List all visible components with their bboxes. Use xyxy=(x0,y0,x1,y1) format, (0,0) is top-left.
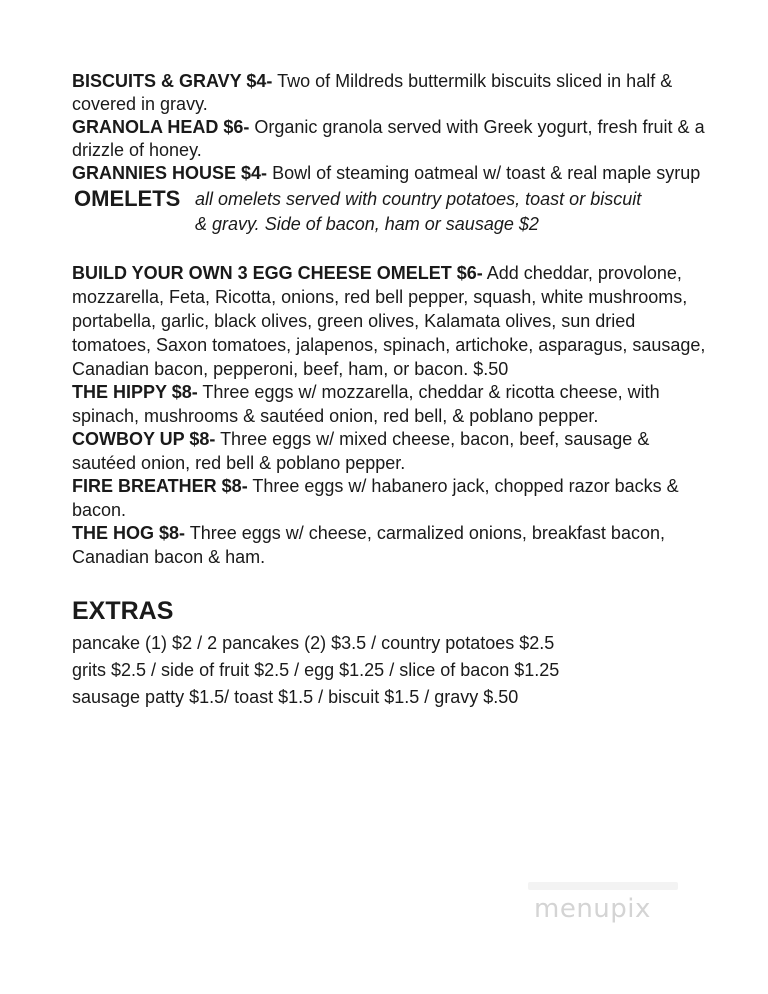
omelets-items xyxy=(72,261,712,569)
menu-item-biscuits-gravy xyxy=(72,70,712,116)
extras-line: sausage patty $1.5/ toast $1.5 / biscuit $1.5 / gravy $.50 xyxy=(72,687,519,707)
omelets-note xyxy=(195,186,641,237)
menu-item-the-hippy xyxy=(72,380,712,428)
menu-item-the-hog xyxy=(72,521,712,569)
omelets-note-line-2: & gravy. Side of bacon, ham or sausage $2 xyxy=(195,214,539,234)
omelets-note-line-1: all omelets served with country potatoes, toast or biscuit xyxy=(195,189,642,209)
menu-item-name: GRANNIES HOUSE $4- xyxy=(72,163,268,183)
menu-page xyxy=(72,70,712,711)
extras-section xyxy=(72,596,712,711)
extras-line: pancake (1) $2 / 2 pancakes (2) $3.5 / country potatoes $2.5 xyxy=(72,633,555,653)
menu-item-description: Organic granola served with Greek yogurt, fresh fruit & a drizzle of honey. xyxy=(72,117,705,160)
extras-section-title: EXTRAS xyxy=(72,597,174,625)
omelets-header xyxy=(72,186,712,237)
menu-item-description: Add cheddar, provolone, mozzarella, Feta, Ricotta, onions, red bell pepper, squash, white mushrooms, portabella, garlic, black olives, green olives, Kalamata olives, sun dried tomatoes, Saxon tomatoes, jalapenos, spinach, artichoke, asparagus, sausage, Canadian bacon, pepperoni, beef, ham, or bacon. $.50 xyxy=(72,263,706,379)
watermark-logo-text: menupix xyxy=(534,894,651,924)
menu-item-name: THE HOG $8- xyxy=(72,523,186,543)
menu-item-description: Bowl of steaming oatmeal w/ toast & real maple syrup xyxy=(272,163,701,183)
menu-item-description: Three eggs w/ cheese, carmalized onions, breakfast bacon, Canadian bacon & ham. xyxy=(72,523,665,567)
menu-item-build-your-own-omelet xyxy=(72,261,712,381)
menu-item-description: Three eggs w/ habanero jack, chopped razor backs & bacon. xyxy=(72,476,679,520)
menupix-watermark xyxy=(520,880,690,940)
menu-item-granola-head xyxy=(72,116,712,162)
menu-item-grannies-house xyxy=(72,162,712,185)
menu-item-name: BISCUITS & GRAVY $4- xyxy=(72,71,273,91)
omelets-section-title: OMELETS xyxy=(74,186,181,211)
menu-item-cowboy-up xyxy=(72,427,712,475)
breakfast-section xyxy=(72,70,712,185)
menu-item-fire-breather xyxy=(72,474,712,522)
watermark-bar xyxy=(528,882,678,890)
menu-item-name: GRANOLA HEAD $6- xyxy=(72,117,250,137)
menu-item-description: Three eggs w/ mixed cheese, bacon, beef, sausage & sautéed onion, red bell & poblano pepper. xyxy=(72,429,650,473)
menu-item-name: BUILD YOUR OWN 3 EGG CHEESE OMELET $6- xyxy=(72,263,483,283)
menu-item-description: Three eggs w/ mozzarella, cheddar & ricotta cheese, with spinach, mushrooms & sautéed onion, red bell, & poblano pepper. xyxy=(72,382,660,426)
menu-item-name: FIRE BREATHER $8- xyxy=(72,476,248,496)
menu-item-name: THE HIPPY $8- xyxy=(72,382,198,402)
menu-item-name: COWBOY UP $8- xyxy=(72,429,216,449)
extras-line: grits $2.5 / side of fruit $2.5 / egg $1.25 / slice of bacon $1.25 xyxy=(72,660,560,680)
menu-item-description: Two of Mildreds buttermilk biscuits sliced in half & covered in gravy. xyxy=(72,71,673,114)
